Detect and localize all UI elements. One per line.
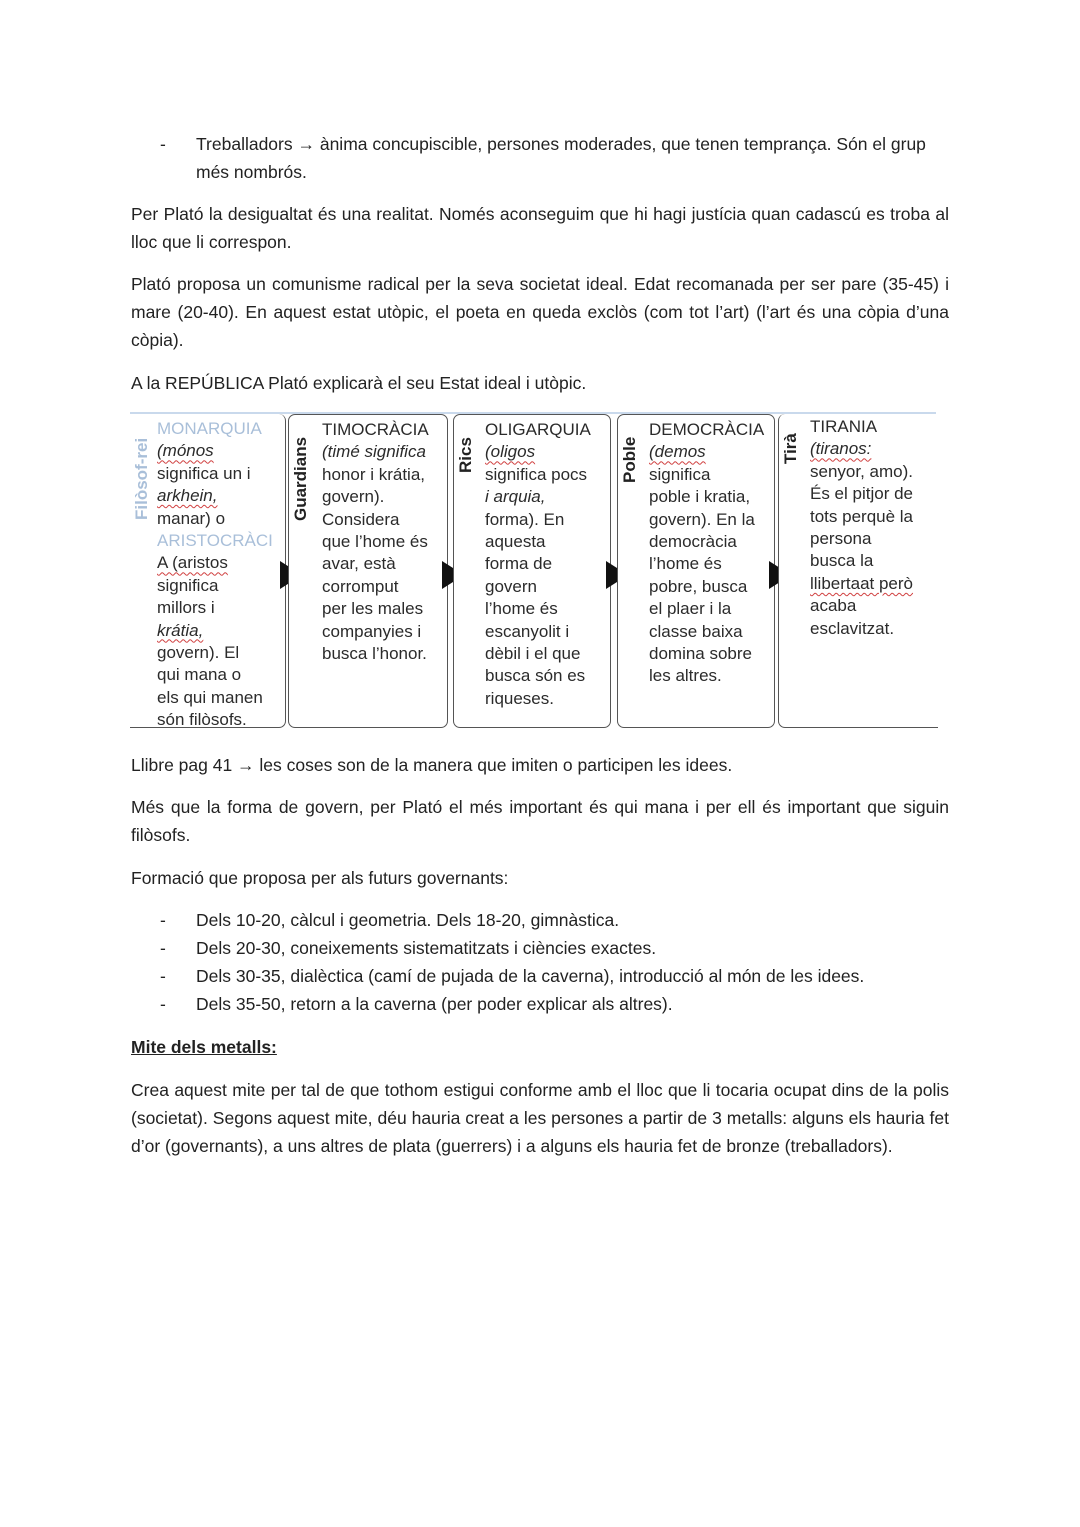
paragraph-republica: A la REPÚBLICA Plató explicarà el seu Estat ideal i utòpic.: [131, 373, 587, 393]
box-content: DEMOCRÀCIA (demos significa poble i kratia, govern). En la democràcia l’home és pobre, busca el plaer i la classe baixa domina sobre les altres.: [649, 420, 765, 686]
box-timocracia: [288, 414, 448, 728]
list-item: Dels 10-20, càlcul i geometria. Dels 18-20, gimnàstica.: [196, 910, 620, 930]
paragraph-formacio: Formació que proposa per als futurs governants:: [131, 868, 509, 888]
box-label: Filòsof-rei: [132, 437, 151, 520]
bullet-dash: -: [160, 938, 166, 958]
list-item: Dels 20-30, coneixements sistematitzats i ciències exactes.: [196, 938, 657, 958]
box-content: MONARQUIA (mónos significa un i arkhein, manar) o ARISTOCRÀCI A (aristos significa millors i krátia, govern). El qui mana o els qui manen són filòsofs.: [157, 419, 273, 730]
bullet-dash: -: [160, 994, 166, 1014]
box-label: Rics: [456, 437, 475, 473]
paragraph-comunisme: Plató proposa un comunisme radical per la seva societat ideal. Edat recomanada per ser pare (35-45) i mare (20-40). En aquest estat utòpic, el poeta en queda exclòs (com tot l’art) (l’art és una còpia d’una còpia).: [131, 274, 949, 350]
box-monarquia: [130, 414, 286, 728]
box-democracia: [617, 414, 775, 728]
box-label: Tirà: [781, 433, 800, 464]
forms-of-government-diagram: [130, 412, 938, 732]
formation-list: [0, 906, 1080, 1018]
bullet-treballadors: [0, 130, 1080, 186]
box-content: TIMOCRÀCIA (timé significa honor i krátia, govern). Considera que l’home és avar, està corromput per les males companyies i busca l’honor.: [322, 420, 429, 664]
box-label: Poble: [620, 436, 639, 483]
bullet-dash: -: [160, 966, 166, 986]
box-label: Guardians: [291, 436, 310, 521]
section-heading-mite-metalls: Mite dels metalls:: [131, 1037, 277, 1057]
box-content: TIRANIA (tiranos: senyor, amo). És el pitjor de tots perquè la persona busca la llibertaat però acaba esclavitzat.: [810, 417, 914, 638]
box-content: OLIGARQUIA (oligos significa pocs i arquia, forma). En aquesta forma de govern l’home és escanyolit i dèbil i el que busca són es riqueses.: [485, 420, 591, 708]
paragraph-llibre: Llibre pag 41 → les coses son de la manera que imiten o participen les idees.: [131, 755, 733, 775]
bullet-dash: -: [160, 910, 166, 930]
bullet-text-line2: més nombrós.: [196, 162, 307, 182]
paragraph-mite-metalls: Crea aquest mite per tal de que tothom estigui conforme amb el lloc que li tocaria ocupat dins de la polis (societat). Segons aquest mite, déu hauria creat a les persones a partir de 3 metalls: alguns els hauria fet d’or (governants), a uns altres de plata (guerrers) i a alguns els hauria fet de bronze (treballadors).: [131, 1080, 949, 1156]
paragraph-desigualtat: Per Plató la desigualtat és una realitat. Només aconseguim que hi hagi justícia quan cadascú es troba al lloc que li correspon.: [131, 204, 949, 252]
list-item: Dels 35-50, retorn a la caverna (per poder explicar als altres).: [196, 994, 673, 1014]
box-oligarquia: [453, 414, 611, 728]
bullet-dash: -: [160, 134, 166, 154]
bullet-text-line1: Treballadors → ànima concupiscible, persones moderades, que tenen temprança. Són el grup: [196, 134, 926, 154]
list-item: Dels 30-35, dialèctica (camí de pujada de la caverna), introducció al món de les idees.: [196, 966, 865, 986]
box-tirania: [778, 414, 938, 728]
paragraph-filosofs: Més que la forma de govern, per Plató el més important és qui mana i per ell és important que siguin filòsofs.: [131, 797, 949, 845]
